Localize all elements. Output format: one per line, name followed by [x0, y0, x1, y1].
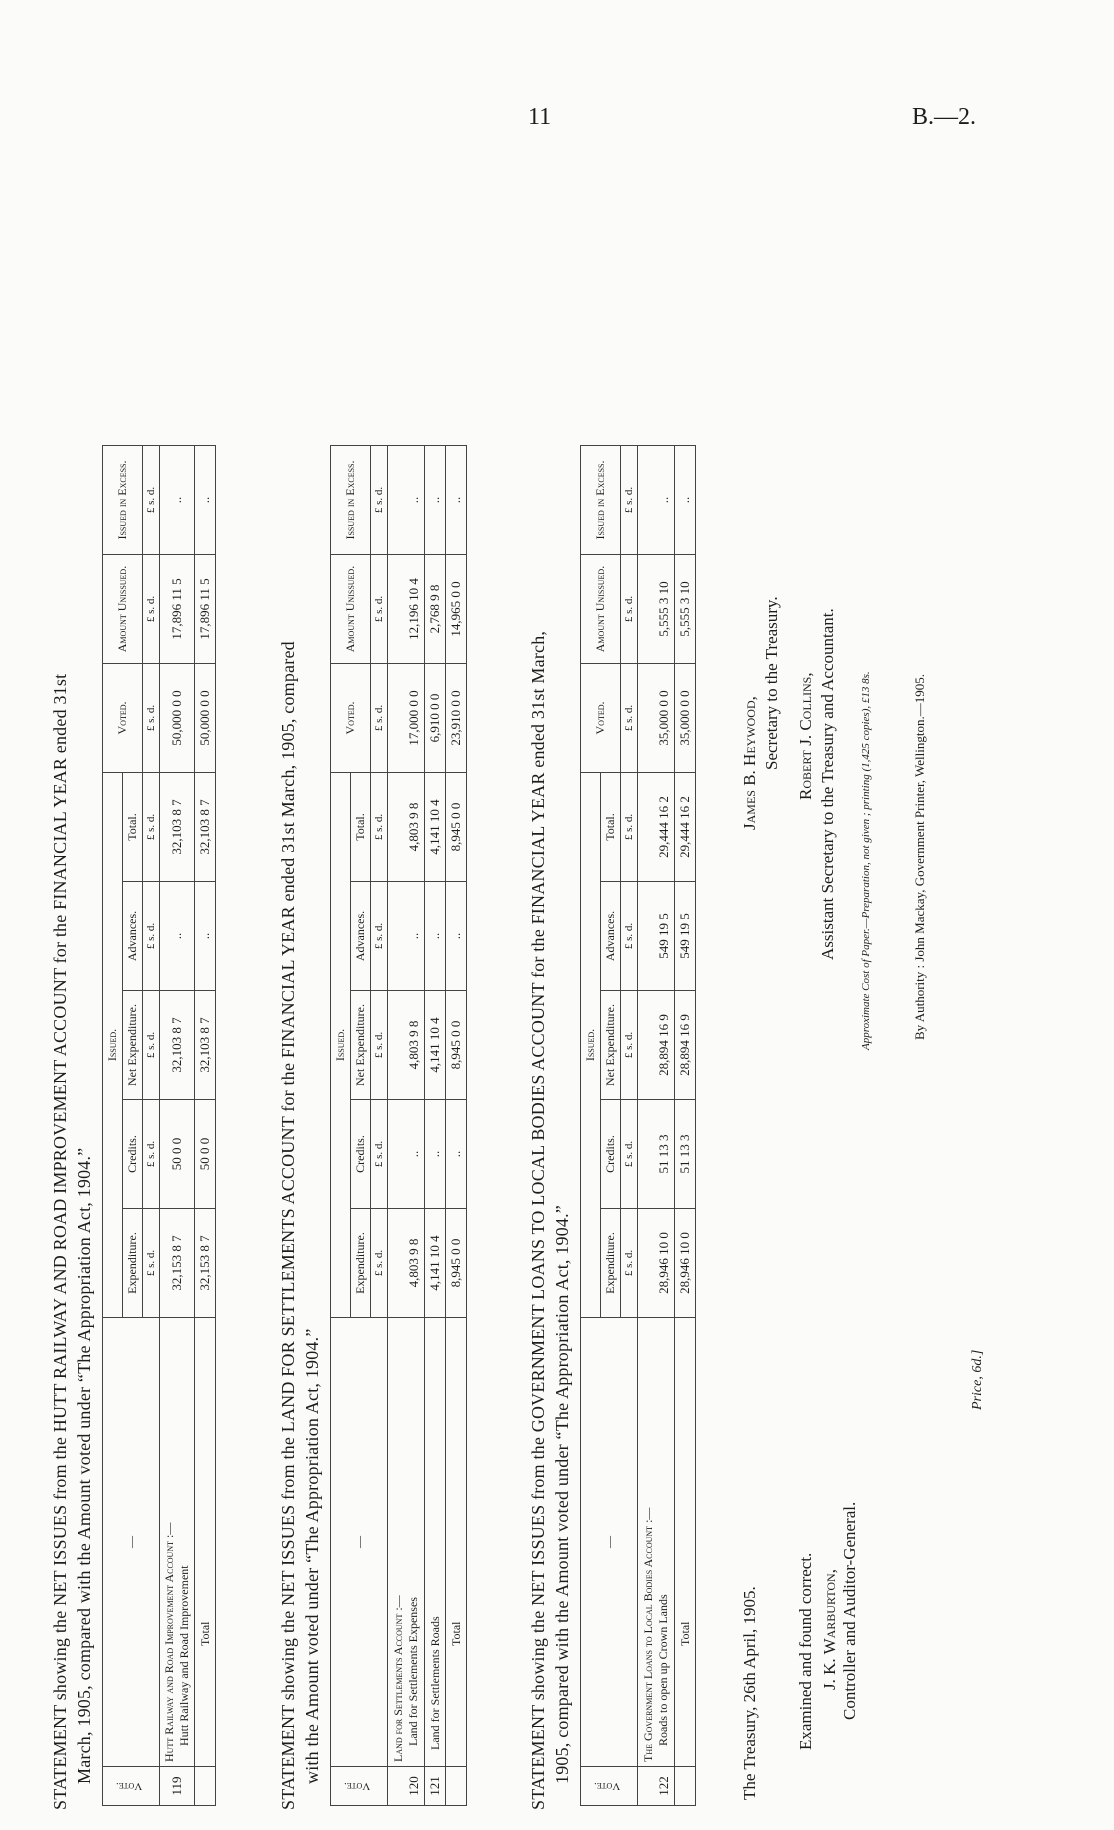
units: £ s. d.: [371, 991, 388, 1100]
total-unissued: 5,555 3 10: [675, 555, 696, 664]
statement-title-line2: with the Amount voted under “The Appropriation Act, 1904.”: [302, 1328, 322, 1784]
total-advances: ..: [446, 882, 467, 991]
units: £ s. d.: [621, 991, 638, 1100]
issued-header: Issued.: [103, 773, 123, 1318]
description-cell: [160, 1318, 195, 1767]
description-header: —: [331, 1318, 388, 1767]
auditor-name: J. K. Warburton,: [820, 1569, 839, 1690]
unissued-value: 2,768 9 8: [425, 555, 446, 664]
units: £ s. d.: [371, 882, 388, 991]
advances-value: ..: [388, 882, 425, 991]
signature-assistant-name: Robert J. Collins,: [796, 672, 815, 800]
vote-number: 120: [388, 1767, 425, 1806]
signature-assistant-title: Assistant Secretary to the Treasury and Accountant.: [818, 608, 837, 960]
units: £ s. d.: [621, 446, 638, 555]
net-expenditure-value: 4,803 9 8: [388, 991, 425, 1100]
unissued-value: 12,196 10 4: [388, 555, 425, 664]
total-total: 32,103 8 7: [195, 773, 216, 882]
units: £ s. d.: [143, 991, 160, 1100]
printer-authority: By Authority : John Mackay, Government Printer, Wellington.—1905.: [912, 673, 927, 1040]
units: £ s. d.: [143, 773, 160, 882]
voted-value: 17,000 0 0: [388, 664, 425, 773]
item-description: Hutt Railway and Road Improvement: [177, 1565, 191, 1746]
net-expenditure-header: Net Expenditure.: [351, 991, 371, 1100]
units: £ s. d.: [621, 1100, 638, 1209]
total-header: Total.: [351, 773, 371, 882]
total-voted: 35,000 0 0: [675, 664, 696, 773]
statement-land-for-settlements: [276, 190, 467, 1830]
credits-value: 50 0 0: [160, 1100, 195, 1209]
voted-value: 35,000 0 0: [638, 664, 675, 773]
table-header-row: [331, 446, 351, 1806]
document-reference: B.—2.: [912, 104, 977, 130]
expenditure-value: 32,153 8 7: [160, 1209, 195, 1318]
expenditure-header: Expenditure.: [601, 1209, 621, 1318]
credits-header: Credits.: [601, 1100, 621, 1209]
total-credits: 51 13 3: [675, 1100, 696, 1209]
credits-header: Credits.: [123, 1100, 143, 1209]
signature-secretary-name: James B. Heywood,: [740, 696, 759, 830]
statement-title: [526, 190, 574, 1830]
issued-in-excess-header: Issued in Excess.: [581, 446, 621, 555]
voted-value: 50,000 0 0: [160, 664, 195, 773]
issued-in-excess-header: Issued in Excess.: [103, 446, 143, 555]
page-number: 11: [528, 104, 552, 130]
voted-header: Voted.: [581, 664, 621, 773]
net-expenditure-header: Net Expenditure.: [601, 991, 621, 1100]
description-cell: [638, 1318, 675, 1767]
statement-title-line2: 1905, compared with the Amount voted under “The Appropriation Act, 1904.”: [552, 1205, 572, 1784]
total-label: Total: [195, 1318, 216, 1767]
units: £ s. d.: [371, 1100, 388, 1209]
total-voted: 23,910 0 0: [446, 664, 467, 773]
total-net-expenditure: 8,945 0 0: [446, 991, 467, 1100]
issued-in-excess-header: Issued in Excess.: [331, 446, 371, 555]
description-header: —: [103, 1318, 160, 1767]
statement-title-line2: March, 1905, compared with the Amount voted under “The Appropriation Act, 1904.”: [74, 1147, 94, 1784]
amount-unissued-header: Amount Unissued.: [331, 555, 371, 664]
total-excess: ..: [446, 446, 467, 555]
total-excess: ..: [675, 446, 696, 555]
unissued-value: 5,555 3 10: [638, 555, 675, 664]
credits-value: ..: [388, 1100, 425, 1209]
total-row: [195, 446, 216, 1806]
section-label: Land for Settlements Account :—: [391, 1595, 405, 1762]
voted-header: Voted.: [331, 664, 371, 773]
total-credits: ..: [446, 1100, 467, 1209]
credits-value: ..: [425, 1100, 446, 1209]
units: £ s. d.: [143, 1100, 160, 1209]
signature-secretary-title: Secretary to the Treasury.: [762, 596, 781, 770]
statement-table: [580, 445, 696, 1806]
excess-value: ..: [425, 446, 446, 555]
amount-unissued-header: Amount Unissued.: [581, 555, 621, 664]
total-voted: 50,000 0 0: [195, 664, 216, 773]
total-total: 29,444 16 2: [675, 773, 696, 882]
excess-value: ..: [638, 446, 675, 555]
table-row: [425, 446, 446, 1806]
description-header: —: [581, 1318, 638, 1767]
issued-header: Issued.: [581, 773, 601, 1318]
units: £ s. d.: [143, 1209, 160, 1318]
units: £ s. d.: [621, 664, 638, 773]
total-header: Total.: [123, 773, 143, 882]
expenditure-header: Expenditure.: [123, 1209, 143, 1318]
advances-header: Advances.: [601, 882, 621, 991]
advances-header: Advances.: [351, 882, 371, 991]
units: £ s. d.: [143, 664, 160, 773]
total-total: 8,945 0 0: [446, 773, 467, 882]
total-excess: ..: [195, 446, 216, 555]
total-advances: ..: [195, 882, 216, 991]
expenditure-header: Expenditure.: [351, 1209, 371, 1318]
vote-number: 121: [425, 1767, 446, 1806]
units: £ s. d.: [621, 773, 638, 882]
vote-number: 119: [160, 1767, 195, 1806]
units: £ s. d.: [371, 446, 388, 555]
total-advances: 549 19 5: [675, 882, 696, 991]
statement-title: [276, 190, 324, 1830]
table-header-row: [581, 446, 601, 1806]
advances-value: ..: [425, 882, 446, 991]
advances-value: 549 19 5: [638, 882, 675, 991]
table-row: [160, 446, 195, 1806]
total-label: Total: [446, 1318, 467, 1767]
units: £ s. d.: [621, 1209, 638, 1318]
statement-title-line1: STATEMENT showing the NET ISSUES from the HUTT RAILWAY AND ROAD IMPROVEMENT ACCOUNT for the FINANCIAL YEAR ended 31st: [50, 673, 70, 1810]
advances-value: ..: [160, 882, 195, 991]
credits-value: 51 13 3: [638, 1100, 675, 1209]
total-credits: 50 0 0: [195, 1100, 216, 1209]
total-row: [446, 446, 467, 1806]
units: £ s. d.: [371, 555, 388, 664]
voted-header: Voted.: [103, 664, 143, 773]
total-value: 29,444 16 2: [638, 773, 675, 882]
statement-government-loans: [526, 190, 696, 1830]
table-row: [638, 446, 675, 1806]
units: £ s. d.: [143, 555, 160, 664]
section-label: The Government Loans to Local Bodies Account :—: [641, 1507, 655, 1762]
examined-note: Examined and found correct.: [796, 1552, 815, 1750]
units: £ s. d.: [371, 773, 388, 882]
date-line: The Treasury, 26th April, 1905.: [740, 1586, 759, 1800]
excess-value: ..: [160, 446, 195, 555]
amount-unissued-header: Amount Unissued.: [103, 555, 143, 664]
total-unissued: 14,965 0 0: [446, 555, 467, 664]
credits-header: Credits.: [351, 1100, 371, 1209]
description-cell: [388, 1318, 425, 1767]
expenditure-value: 4,141 10 4: [425, 1209, 446, 1318]
excess-value: ..: [388, 446, 425, 555]
units: £ s. d.: [371, 664, 388, 773]
statement-table: [102, 445, 216, 1806]
total-value: 4,803 9 8: [388, 773, 425, 882]
voted-value: 6,910 0 0: [425, 664, 446, 773]
statement-title: [48, 190, 96, 1830]
advances-header: Advances.: [123, 882, 143, 991]
auditor-title: Controller and Auditor-General.: [840, 1501, 859, 1720]
statement-title-line1: STATEMENT showing the NET ISSUES from the LAND FOR SETTLEMENTS ACCOUNT for the FINANCIAL YEAR ended 31st March, 1905, compared: [278, 641, 298, 1810]
total-value: 32,103 8 7: [160, 773, 195, 882]
total-label: Total: [675, 1318, 696, 1767]
price-note: Price, 6d.]: [970, 1349, 985, 1410]
units: £ s. d.: [371, 1209, 388, 1318]
net-expenditure-value: 28,894 16 9: [638, 991, 675, 1100]
vote-header: Vote.: [581, 1767, 638, 1806]
total-row: [675, 446, 696, 1806]
item-description: Land for Settlements Expenses: [406, 1597, 420, 1746]
cost-note: Approximate Cost of Paper.—Preparation, not given ; printing (1,425 copies), £13 8s.: [860, 671, 872, 1050]
total-expenditure: 32,153 8 7: [195, 1209, 216, 1318]
total-net-expenditure: 32,103 8 7: [195, 991, 216, 1100]
units: £ s. d.: [621, 555, 638, 664]
issued-header: Issued.: [331, 773, 351, 1318]
item-description: Land for Settlements Roads: [425, 1318, 446, 1767]
units: £ s. d.: [621, 882, 638, 991]
vote-header: Vote.: [103, 1767, 160, 1806]
vote-header: Vote.: [331, 1767, 388, 1806]
units: £ s. d.: [143, 446, 160, 555]
net-expenditure-header: Net Expenditure.: [123, 991, 143, 1100]
statement-table: [330, 445, 467, 1806]
total-header: Total.: [601, 773, 621, 882]
table-row: [388, 446, 425, 1806]
vote-number: 122: [638, 1767, 675, 1806]
section-label: Hutt Railway and Road Improvement Account :—: [162, 1522, 176, 1762]
expenditure-value: 28,946 10 0: [638, 1209, 675, 1318]
statement-hutt-railway: [48, 190, 216, 1830]
rotated-page-content: [40, 170, 1114, 1830]
statement-title-line1: STATEMENT showing the NET ISSUES from the GOVERNMENT LOANS TO LOCAL BODIES ACCOUNT for the FINANCIAL YEAR ended 31st March,: [528, 630, 548, 1810]
net-expenditure-value: 32,103 8 7: [160, 991, 195, 1100]
net-expenditure-value: 4,141 10 4: [425, 991, 446, 1100]
total-net-expenditure: 28,894 16 9: [675, 991, 696, 1100]
item-description: Roads to open up Crown Lands: [656, 1594, 670, 1746]
units: £ s. d.: [143, 882, 160, 991]
total-expenditure: 28,946 10 0: [675, 1209, 696, 1318]
expenditure-value: 4,803 9 8: [388, 1209, 425, 1318]
total-expenditure: 8,945 0 0: [446, 1209, 467, 1318]
total-unissued: 17,896 11 5: [195, 555, 216, 664]
total-value: 4,141 10 4: [425, 773, 446, 882]
unissued-value: 17,896 11 5: [160, 555, 195, 664]
table-header-row: [103, 446, 123, 1806]
